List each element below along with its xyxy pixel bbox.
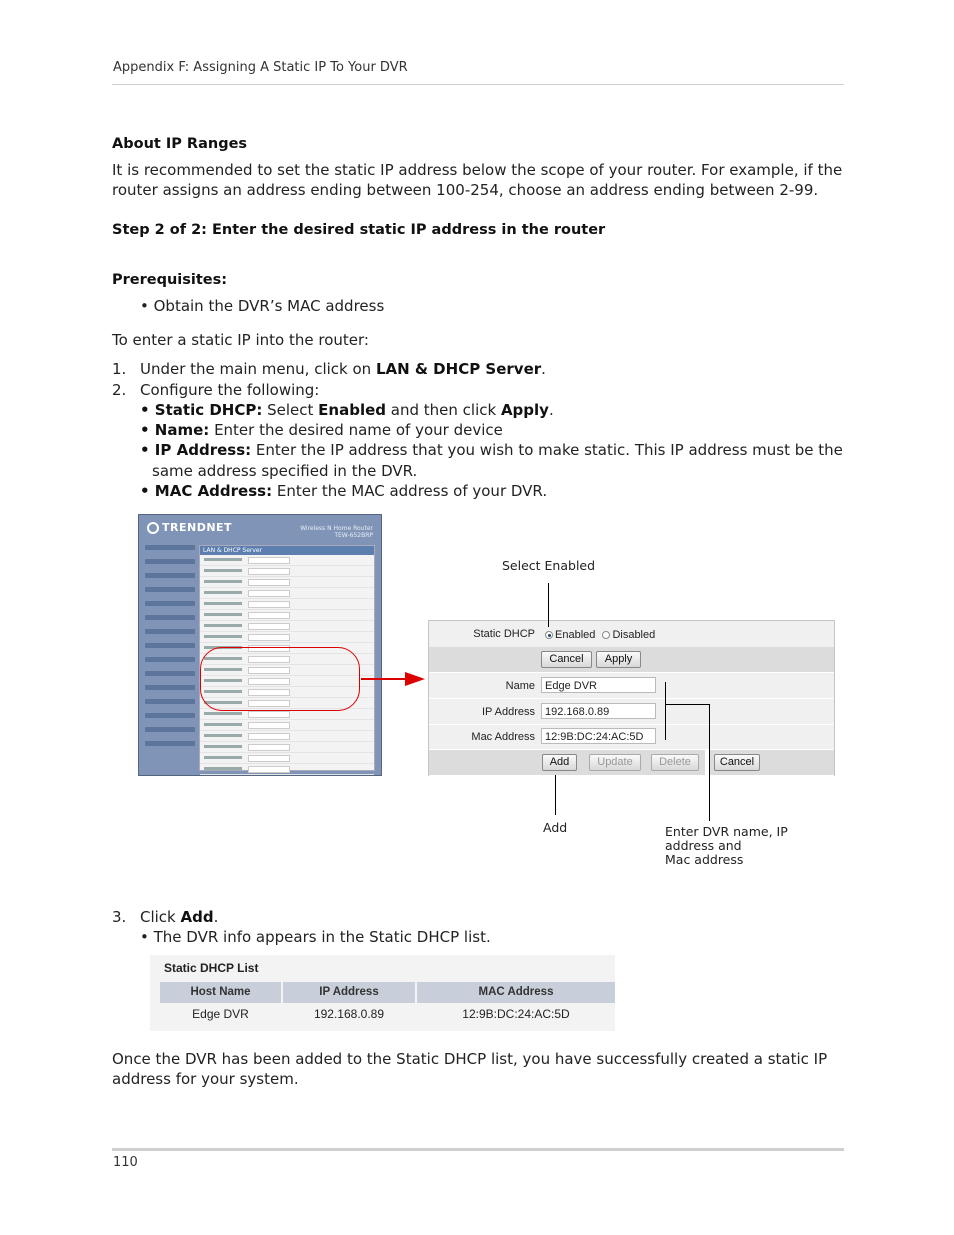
sub-bullet-mac [140,481,547,501]
mac-label: Mac Address [471,731,535,743]
action-row [429,750,834,776]
item-bold: LAN & DHCP Server [375,360,542,378]
item-bold: Add [180,908,214,926]
list-item-1 [112,359,852,379]
item-number: 2. [112,381,127,399]
ip-input[interactable]: 192.168.0.89 [541,703,656,719]
radio-disabled-label: Disabled [612,629,656,641]
radio-enabled-label: Enabled [555,629,596,641]
bullet-text: Enter the MAC address of your DVR. [272,482,548,500]
static-dhcp-row [429,621,834,648]
annotation-select-enabled: Select Enabled [502,558,596,573]
static-dhcp-label: Static DHCP [473,628,535,640]
bullet-text: and then click [386,401,501,419]
add-button[interactable]: Add [542,754,577,771]
header-rule [112,84,844,85]
annotation-add: Add [543,820,568,835]
annotation-line: address and [665,838,742,853]
step3-bullet: • The DVR info appears in the Static DHCP list. [140,928,491,946]
sub-bullet-name [140,420,503,440]
bullet-bold: • IP Address: [140,441,252,459]
annotation-line: Mac address [665,852,744,867]
bullet-text: Enter the IP address that you wish to make static. This IP address must be the [251,441,843,459]
router-tagline [300,525,373,539]
table-cell-ip: 192.168.0.89 [313,1007,385,1021]
bullet-text: Select [262,401,319,419]
prereq-bullet: • Obtain the DVR’s MAC address [140,297,385,315]
apply-button[interactable]: Apply [596,651,641,668]
static-dhcp-radios [545,629,655,641]
leader-line [548,583,549,627]
mac-input[interactable]: 12:9B:DC:24:AC:5D [541,728,656,744]
bullet-bold: • MAC Address: [140,482,273,500]
radio-enabled[interactable] [545,631,553,639]
prereq-heading: Prerequisites: [112,272,228,288]
item-text: . [213,908,219,926]
list-item-3 [112,907,218,927]
intro-text: To enter a static IP into the router: [112,331,369,349]
table-cell-mac: 12:9B:DC:24:AC:5D [462,1007,570,1021]
bracket-line [665,682,666,740]
tagline-line: Wireless N Home Router [300,525,373,532]
about-text: It is recommended to set the static IP address below the scope of your router. For example, if the router assigns an address ending between 100-254, choose an address ending between 2-99. [112,161,843,199]
bracket-line [665,704,709,705]
column-header-host: Host Name [160,982,283,1003]
list-title: Static DHCP List [164,961,259,975]
bullet-text: Enter the desired name of your device [209,421,503,439]
sub-bullet-static-dhcp [140,400,554,420]
item-text: . [541,360,546,378]
bullet-bold: • Static DHCP: [140,401,263,419]
step-heading: Step 2 of 2: Enter the desired static IP address in the router [112,222,606,238]
mac-row [429,724,834,750]
bullet-bold: Enabled [318,401,386,419]
leader-line [709,704,710,821]
item-number: 3. [112,908,127,926]
sub-bullet-ip [140,440,860,460]
item-text: Click [140,908,181,926]
highlight-circle [200,647,360,711]
name-row [429,673,834,699]
cancel-button-2[interactable]: Cancel [714,754,760,771]
name-input[interactable]: Edge DVR [541,677,656,693]
logo-circle-icon [147,522,159,534]
brand-text: TRENDNET [162,521,233,534]
delete-button[interactable]: Delete [651,754,699,771]
tagline-line: TEW-652BRP [334,532,373,539]
radio-disabled[interactable] [602,631,610,639]
ip-row [429,699,834,725]
annotation-enter-dvr [665,825,788,867]
bullet-bold: • Name: [140,421,210,439]
router-screenshot-thumbnail [138,514,382,776]
leader-line [555,775,556,815]
column-header-ip: IP Address [283,982,417,1003]
item-number: 1. [112,360,127,378]
column-header-mac: MAC Address [417,982,615,1003]
about-heading: About IP Ranges [112,136,248,152]
annotation-line: Enter DVR name, IP [665,824,788,839]
callout-arrow-icon [405,672,425,686]
static-dhcp-list [150,955,615,1031]
name-label: Name [505,680,535,692]
cancel-button[interactable]: Cancel [541,651,592,668]
panel-title: LAN & DHCP Server [200,546,374,555]
closing-text: Once the DVR has been added to the Static DHCP list, you have successfully created a static IP address for your system. [112,1050,828,1088]
running-header: Appendix F: Assigning A Static IP To Your DVR [113,60,408,75]
callout-arrow-line [361,678,407,680]
footer-rule [112,1148,844,1151]
item-text: Under the main menu, click on [140,360,376,378]
trendnet-logo [147,521,232,534]
page-number: 110 [113,1155,138,1170]
sidebar-menu [145,545,195,767]
sub-bullet-ip-cont: same address specified in the DVR. [152,462,418,480]
ip-label: IP Address [482,706,535,718]
bullet-text: . [548,401,554,419]
cancel-apply-row [429,647,834,673]
bullet-bold: Apply [500,401,549,419]
static-dhcp-form [428,620,835,776]
item-text: Configure the following: [140,381,320,399]
table-cell-host: Edge DVR [192,1007,249,1021]
update-button[interactable]: Update [589,754,641,771]
list-item-2 [112,380,319,400]
